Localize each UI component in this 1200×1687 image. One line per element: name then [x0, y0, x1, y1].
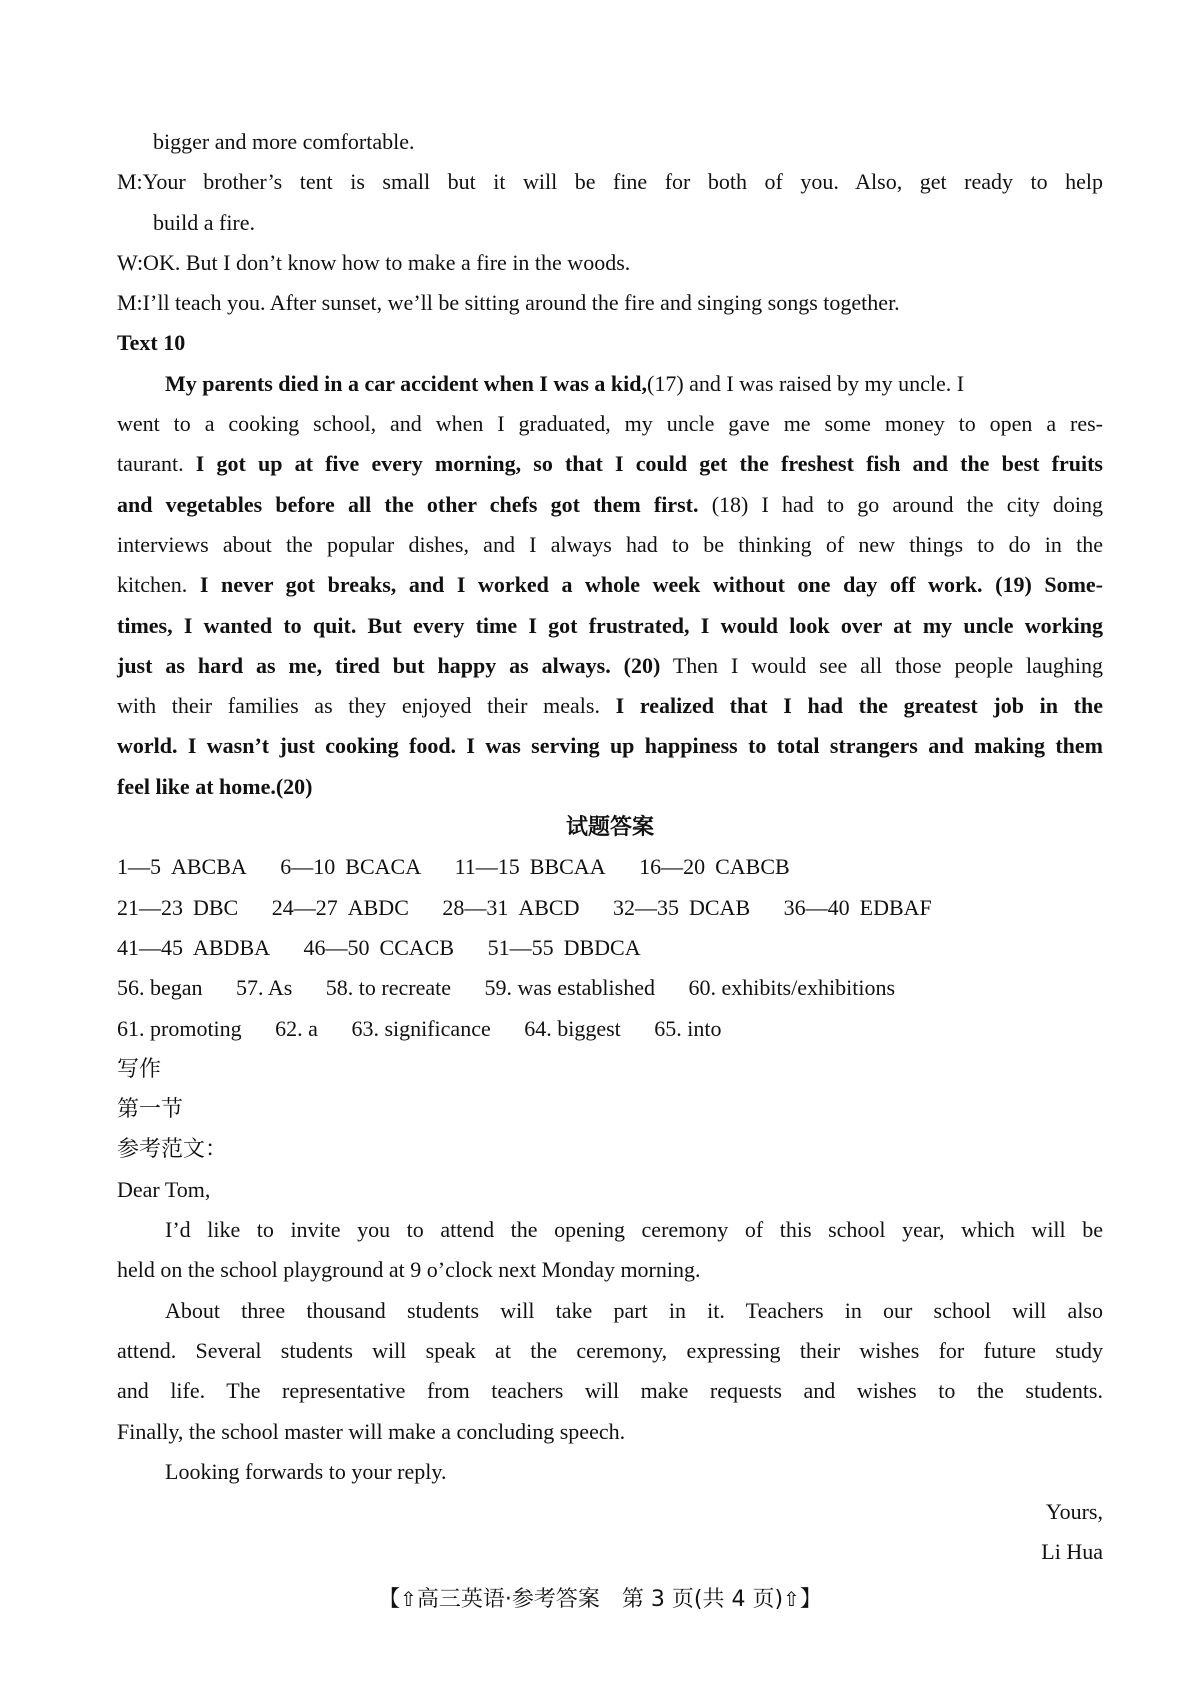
answer-range: 24—27 — [271, 894, 338, 920]
footer-bracket-right: 】 — [799, 1587, 822, 1612]
passage-bold: I realized that I had the greatest job in the — [615, 693, 1103, 719]
passage-text: Then I would see all those people laughing — [660, 652, 1104, 678]
answer-range: 6—10 — [280, 854, 336, 880]
answer-values: ABDC — [347, 894, 409, 920]
answer-values: BBCAA — [529, 854, 606, 880]
question-marker: (20) — [623, 652, 661, 678]
answer-row — [117, 968, 1103, 1008]
sample-label: 参考范文： — [117, 1136, 228, 1162]
passage-text: I had to go around the city doing — [748, 491, 1104, 517]
answer-values: ABCD — [518, 894, 580, 920]
passage-bold: Some- — [1031, 572, 1104, 598]
answer-item: 58. to recreate — [325, 975, 451, 1001]
passage-line: world. I wasn’t just cooking food. I was serving up happiness to total strangers and making them — [117, 733, 1103, 759]
passage-bold: I got up at five every morning, so that I could get the freshest fish and the best fruits — [195, 451, 1103, 477]
answer-values: DBDCA — [563, 934, 641, 960]
answers-title: 试题答案 — [565, 814, 654, 840]
letter-line: attend. Several students will speak at the ceremony, expressing their wishes for future study — [117, 1337, 1103, 1363]
dialogue-line: M:Your brother’s tent is small but it will be fine for both of you. Also, get ready to help — [117, 169, 1103, 195]
answer-values: ABCBA — [171, 854, 247, 880]
passage-line — [117, 364, 1103, 404]
letter-line: held on the school playground at 9 o’clock next Monday morning. — [117, 1257, 701, 1283]
answer-range: 51—55 — [487, 934, 554, 960]
dialogue-line: M:I’ll teach you. After sunset, we’ll be sitting around the fire and singing songs together. — [117, 290, 900, 316]
answer-range: 11—15 — [454, 854, 520, 880]
answer-item: 62. a — [275, 1015, 318, 1041]
answer-row — [117, 847, 1103, 887]
question-marker: (18) — [711, 491, 749, 517]
letter-line: Finally, the school master will make a concluding speech. — [117, 1418, 626, 1444]
letter-signature: Li Hua — [1041, 1539, 1103, 1565]
passage-line — [117, 485, 1103, 525]
letter-line: Looking forwards to your reply. — [165, 1458, 447, 1484]
answer-row — [117, 888, 1103, 928]
answer-item: 61. promoting — [117, 1015, 242, 1041]
answer-key-page — [117, 122, 1103, 1573]
page-footer — [0, 1582, 1200, 1613]
passage-line — [117, 646, 1103, 686]
answer-item: 59. was established — [484, 975, 655, 1001]
passage-bold: My parents died in a car accident when I was a kid, — [165, 370, 648, 396]
passage-bold: and vegetables before all the other chefs got them first. — [117, 491, 699, 517]
question-marker: (20) — [275, 773, 313, 799]
writing-heading: 写作 — [117, 1055, 162, 1081]
answer-range: 32—35 — [613, 894, 679, 920]
passage-bold: I never got breaks, and I worked a whole week without one day off work. — [199, 572, 983, 598]
up-arrow-icon: ⇧ — [400, 1587, 417, 1611]
answer-values: DBC — [193, 894, 239, 920]
answer-range: 21—23 — [117, 894, 183, 920]
answer-item: 63. significance — [351, 1015, 491, 1041]
text10-heading: Text 10 — [117, 330, 186, 356]
answer-values: DCAB — [689, 894, 751, 920]
passage-line — [117, 686, 1103, 726]
answer-item: 56. began — [117, 975, 203, 1001]
answer-range: 36—40 — [783, 894, 850, 920]
answer-range: 28—31 — [442, 894, 509, 920]
letter-line: I’d like to invite you to attend the opening ceremony of this school year, which will be — [165, 1217, 1103, 1243]
answer-values: CABCB — [715, 854, 790, 880]
footer-text: 高三英语·参考答案 第 3 页(共 4 页) — [416, 1587, 784, 1612]
answer-item: 57. As — [236, 975, 293, 1001]
letter-closing: Yours, — [1045, 1499, 1103, 1525]
letter-line: About three thousand students will take part in it. Teachers in our school will also — [165, 1297, 1103, 1323]
letter-greeting: Dear Tom, — [117, 1176, 211, 1202]
dialogue-line: bigger and more comfortable. — [153, 129, 415, 154]
passage-line — [117, 565, 1103, 605]
answer-item: 65. into — [654, 1015, 722, 1041]
answer-row — [117, 928, 1103, 968]
answer-values: CCACB — [379, 934, 455, 960]
passage-text: taurant. — [117, 451, 196, 477]
passage-text: with their families as they enjoyed their meals. — [117, 693, 616, 719]
passage-line — [117, 444, 1103, 484]
writing-section: 第一节 — [117, 1096, 184, 1122]
passage-text: kitchen. — [117, 572, 200, 598]
letter-line: and life. The representative from teachers will make requests and wishes to the students. — [117, 1378, 1103, 1404]
passage-bold: feel like at home. — [117, 773, 276, 799]
dialogue-line: W:OK. But I don’t know how to make a fire in the woods. — [117, 249, 631, 275]
question-marker: (19) — [995, 572, 1032, 598]
answer-range: 46—50 — [303, 934, 370, 960]
answer-range: 16—20 — [639, 854, 706, 880]
answer-values: ABDBA — [193, 934, 271, 960]
passage-line — [117, 767, 1103, 807]
up-arrow-icon: ⇧ — [783, 1587, 800, 1611]
passage-text: and I was raised by my uncle. I — [683, 370, 965, 396]
passage-line: interviews about the popular dishes, and I always had to be thinking of new things to do in the — [117, 531, 1103, 557]
dialogue-line: build a fire. — [153, 209, 256, 235]
answer-row — [117, 1009, 1103, 1049]
footer-bracket-left: 【 — [378, 1587, 401, 1612]
passage-line: went to a cooking school, and when I graduated, my uncle gave me some money to open a res- — [117, 411, 1103, 437]
answer-item: 60. exhibits/exhibitions — [688, 975, 896, 1001]
answer-values: BCACA — [345, 854, 422, 880]
answer-values: EDBAF — [859, 894, 932, 920]
passage-line: times, I wanted to quit. But every time I got frustrated, I would look over at my uncle working — [117, 612, 1103, 638]
answer-range: 1—5 — [117, 854, 161, 880]
answer-range: 41—45 — [117, 934, 183, 960]
passage-bold: just as hard as me, tired but happy as always. — [117, 652, 611, 678]
question-marker: (17) — [647, 370, 684, 396]
answer-item: 64. biggest — [524, 1015, 621, 1041]
